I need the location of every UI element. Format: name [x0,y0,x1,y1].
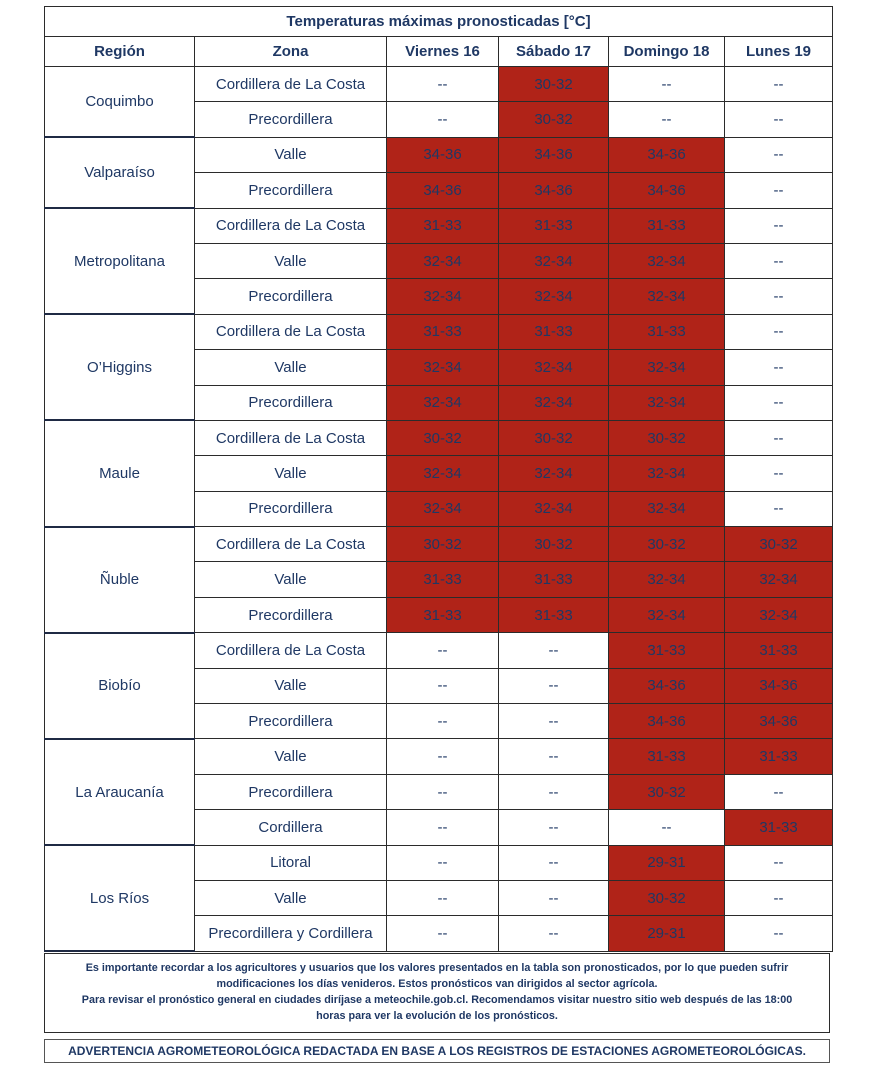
temperature-cell: 32-34 [387,456,499,491]
zone-cell: Precordillera y Cordillera [195,916,387,951]
table-row [45,67,833,102]
temperature-cell: 31-33 [609,314,725,349]
temperature-cell: 32-34 [387,350,499,385]
temperature-cell: -- [725,173,833,208]
table-row [45,527,833,562]
zone-cell: Precordillera [195,173,387,208]
table-row [45,314,833,349]
temperature-cell: -- [387,810,499,845]
zone-cell: Valle [195,350,387,385]
temperature-cell: -- [499,668,609,703]
forecast-table [44,6,833,952]
temperature-cell: -- [499,845,609,880]
temperature-cell: 32-34 [609,350,725,385]
region-cell: La Araucanía [45,739,195,845]
temperature-cell: 31-33 [499,562,609,597]
table-row [45,845,833,880]
zone-cell: Cordillera de La Costa [195,420,387,455]
temperature-cell: 30-32 [609,420,725,455]
region-cell: Biobío [45,633,195,739]
table-row [45,633,833,668]
table-title: Temperaturas máximas pronosticadas [°C] [45,7,833,37]
temperature-cell: 32-34 [499,385,609,420]
region-cell: O’Higgins [45,314,195,420]
temperature-cell: -- [725,102,833,137]
zone-cell: Cordillera de La Costa [195,314,387,349]
zone-cell: Precordillera [195,491,387,526]
temperature-cell: -- [387,704,499,739]
temperature-cell: -- [725,137,833,172]
table-row [45,137,833,172]
temperature-cell: 31-33 [387,314,499,349]
temperature-cell: -- [725,385,833,420]
temperature-cell: 34-36 [499,137,609,172]
zone-cell: Valle [195,243,387,278]
temperature-cell: -- [387,102,499,137]
temperature-cell: -- [499,774,609,809]
footer-warning: ADVERTENCIA AGROMETEOROLÓGICA REDACTADA EN BASE A LOS REGISTROS DE ESTACIONES AGROMETEOROLÓGICAS. [44,1039,830,1063]
temperature-cell: -- [725,845,833,880]
temperature-cell: 31-33 [499,314,609,349]
temperature-cell: 34-36 [725,704,833,739]
temperature-cell: 34-36 [387,137,499,172]
temperature-cell: -- [725,350,833,385]
zone-cell: Valle [195,739,387,774]
temperature-cell: 34-36 [609,668,725,703]
temperature-cell: 32-34 [499,243,609,278]
region-cell: Maule [45,420,195,526]
temperature-cell: 30-32 [499,527,609,562]
zone-cell: Cordillera de La Costa [195,67,387,102]
zone-cell: Precordillera [195,385,387,420]
temperature-cell: 31-33 [725,633,833,668]
temperature-cell: 32-34 [387,491,499,526]
temperature-cell: 31-33 [725,810,833,845]
table-row [45,739,833,774]
temperature-cell: 34-36 [499,173,609,208]
temperature-cell: -- [499,916,609,951]
zone-cell: Precordillera [195,279,387,314]
temperature-cell: 31-33 [725,739,833,774]
temperature-cell: -- [725,67,833,102]
temperature-cell: 34-36 [609,173,725,208]
temperature-cell: 30-32 [499,420,609,455]
zone-cell: Precordillera [195,102,387,137]
temperature-cell: 32-34 [609,243,725,278]
zone-cell: Litoral [195,845,387,880]
temperature-cell: -- [725,880,833,915]
temperature-cell: -- [725,774,833,809]
temperature-cell: 32-34 [609,562,725,597]
temperature-cell: 30-32 [387,420,499,455]
temperature-cell: 30-32 [387,527,499,562]
temperature-cell: 31-33 [609,633,725,668]
temperature-cell: 30-32 [609,774,725,809]
temperature-cell: -- [499,739,609,774]
temperature-cell: 31-33 [499,597,609,632]
temperature-cell: 32-34 [609,385,725,420]
zone-cell: Cordillera de La Costa [195,527,387,562]
temperature-cell: -- [609,67,725,102]
temperature-cell: 30-32 [725,527,833,562]
zone-cell: Cordillera [195,810,387,845]
temperature-cell: -- [387,668,499,703]
zone-cell: Valle [195,562,387,597]
temperature-cell: 31-33 [387,597,499,632]
temperature-cell: -- [725,420,833,455]
temperature-cell: -- [387,916,499,951]
region-cell: Ñuble [45,527,195,633]
disclaimer-note [44,953,830,1033]
region-cell: Los Ríos [45,845,195,951]
column-header-region: Región [45,37,195,67]
temperature-cell: 32-34 [725,562,833,597]
note-line: horas para ver la evolución de los pronósticos. [316,1010,558,1022]
temperature-cell: 31-33 [387,208,499,243]
temperature-cell: -- [725,491,833,526]
column-header-zone: Zona [195,37,387,67]
forecast-table-container [44,6,832,952]
column-header-day: Viernes 16 [387,37,499,67]
temperature-cell: 32-34 [499,350,609,385]
temperature-cell: 30-32 [499,102,609,137]
temperature-cell: -- [725,916,833,951]
zone-cell: Precordillera [195,774,387,809]
column-header-row [45,37,833,67]
region-cell: Coquimbo [45,67,195,138]
temperature-cell: -- [387,739,499,774]
temperature-cell: 32-34 [387,243,499,278]
temperature-cell: 32-34 [609,491,725,526]
note-line: Para revisar el pronóstico general en ciudades diríjase a meteochile.gob.cl. Recomendamos visitar nuestro sitio web después de las 18:00 [81,994,793,1006]
zone-cell: Valle [195,456,387,491]
temperature-cell: 34-36 [387,173,499,208]
temperature-cell: 31-33 [387,562,499,597]
temperature-cell: -- [725,314,833,349]
temperature-cell: 34-36 [609,704,725,739]
temperature-cell: 32-34 [387,385,499,420]
temperature-cell: -- [499,810,609,845]
column-header-day: Sábado 17 [499,37,609,67]
temperature-cell: -- [609,810,725,845]
temperature-cell: -- [387,774,499,809]
temperature-cell: -- [387,633,499,668]
temperature-cell: 30-32 [609,527,725,562]
temperature-cell: 29-31 [609,845,725,880]
temperature-cell: 31-33 [609,739,725,774]
zone-cell: Valle [195,880,387,915]
zone-cell: Cordillera de La Costa [195,633,387,668]
temperature-cell: -- [725,208,833,243]
temperature-cell: 32-34 [609,456,725,491]
temperature-cell: -- [725,456,833,491]
temperature-cell: 32-34 [609,279,725,314]
temperature-cell: 32-34 [609,597,725,632]
zone-cell: Cordillera de La Costa [195,208,387,243]
table-row [45,420,833,455]
temperature-cell: -- [387,845,499,880]
zone-cell: Valle [195,668,387,703]
temperature-cell: 31-33 [499,208,609,243]
note-line: modificaciones los días venideros. Estos pronósticos van dirigidos al sector agrícola. [216,978,658,990]
temperature-cell: 32-34 [499,456,609,491]
temperature-cell: 29-31 [609,916,725,951]
region-cell: Metropolitana [45,208,195,314]
temperature-cell: -- [499,704,609,739]
zone-cell: Precordillera [195,597,387,632]
region-cell: Valparaíso [45,137,195,208]
temperature-cell: 34-36 [725,668,833,703]
table-row [45,208,833,243]
temperature-cell: -- [609,102,725,137]
temperature-cell: 31-33 [609,208,725,243]
temperature-cell: 32-34 [499,279,609,314]
temperature-cell: 32-34 [387,279,499,314]
column-header-day: Lunes 19 [725,37,833,67]
temperature-cell: 34-36 [609,137,725,172]
temperature-cell: -- [387,880,499,915]
temperature-cell: -- [499,633,609,668]
zone-cell: Valle [195,137,387,172]
temperature-cell: -- [387,67,499,102]
temperature-cell: 30-32 [609,880,725,915]
zone-cell: Precordillera [195,704,387,739]
temperature-cell: 30-32 [499,67,609,102]
forecast-table-body [45,67,833,952]
temperature-cell: 32-34 [499,491,609,526]
note-line: Es importante recordar a los agricultores y usuarios que los valores presentados en la tabla son pronosticados, por lo que pueden sufrir [85,962,789,974]
temperature-cell: -- [499,880,609,915]
temperature-cell: 32-34 [725,597,833,632]
temperature-cell: -- [725,243,833,278]
temperature-cell: -- [725,279,833,314]
column-header-day: Domingo 18 [609,37,725,67]
